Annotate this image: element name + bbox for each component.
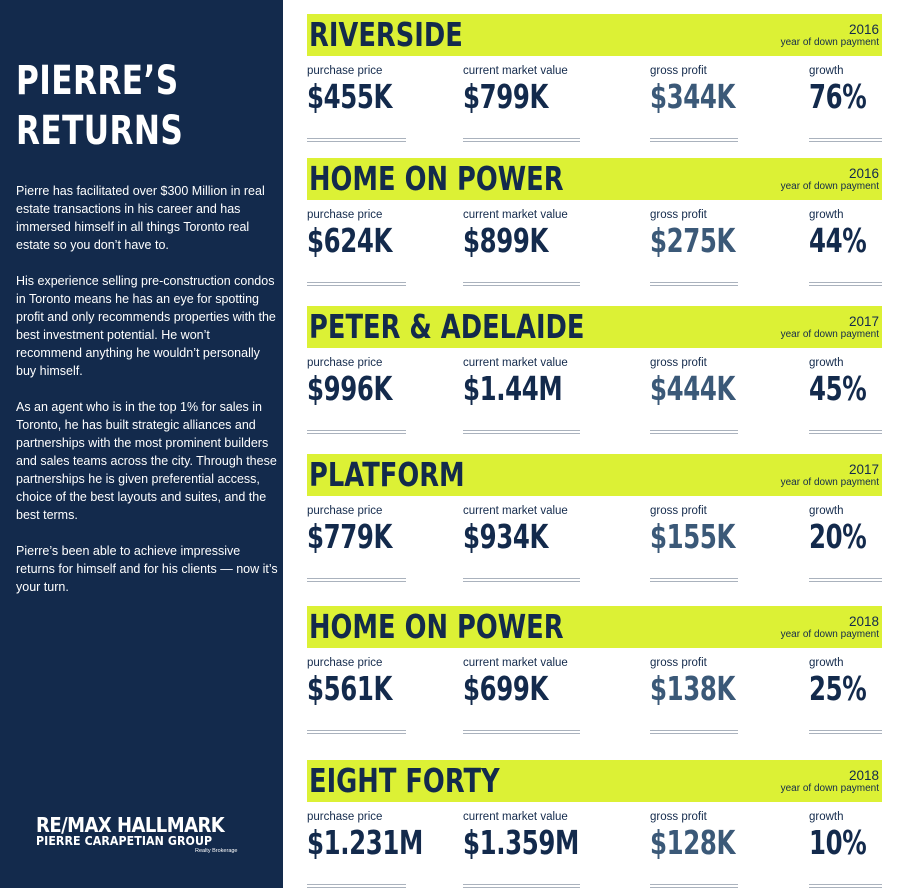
market-value: $799K — [463, 77, 549, 116]
intro-paragraph-4: Pierre’s been able to achieve impressive returns for himself and for his clients — now it’s your turn. — [16, 544, 278, 594]
profit-metric — [650, 356, 738, 408]
purchase-label: purchase price — [307, 657, 383, 669]
value-underline — [463, 884, 580, 888]
purchase-label: purchase price — [307, 357, 383, 369]
property-card — [307, 606, 882, 731]
profit-value: $344K — [650, 77, 736, 116]
purchase-label: purchase price — [307, 505, 383, 517]
purchase-value: $455K — [307, 77, 393, 116]
growth-metric — [809, 356, 882, 408]
growth-metric — [809, 504, 882, 556]
value-underline — [809, 730, 882, 734]
value-underline — [809, 282, 882, 286]
property-banner — [307, 606, 882, 648]
market-label: current market value — [463, 811, 568, 823]
property-name: PETER & ADELAIDE — [309, 307, 585, 346]
property-card — [307, 454, 882, 579]
purchase-metric — [307, 810, 423, 862]
profit-value: $275K — [650, 221, 736, 260]
purchase-metric — [307, 64, 406, 116]
property-name: HOME ON POWER — [309, 159, 564, 198]
growth-value: 45% — [809, 369, 867, 408]
growth-metric — [809, 810, 882, 862]
market-label: current market value — [463, 209, 568, 221]
value-underline — [307, 430, 406, 434]
profit-label: gross profit — [650, 357, 707, 369]
profit-metric — [650, 810, 738, 862]
year-caption: year of down payment — [780, 37, 879, 48]
page-title-line2: RETURNS — [16, 108, 184, 154]
year-caption: year of down payment — [780, 329, 879, 340]
purchase-metric — [307, 208, 406, 260]
purchase-label: purchase price — [307, 209, 383, 221]
value-underline — [650, 884, 738, 888]
property-year: 2018 — [848, 614, 879, 629]
growth-value: 25% — [809, 669, 867, 708]
growth-label: growth — [809, 357, 844, 369]
profit-label: gross profit — [650, 657, 707, 669]
value-underline — [307, 282, 406, 286]
year-caption: year of down payment — [780, 477, 879, 488]
profit-metric — [650, 504, 738, 556]
property-year: 2017 — [848, 462, 879, 477]
year-caption: year of down payment — [780, 629, 879, 640]
profit-metric — [650, 208, 738, 260]
property-year: 2016 — [848, 22, 879, 37]
growth-label: growth — [809, 65, 844, 77]
market-metric — [463, 810, 580, 862]
value-underline — [650, 138, 738, 142]
property-name: EIGHT FORTY — [309, 761, 500, 800]
page-title — [16, 56, 211, 156]
value-underline — [463, 138, 580, 142]
property-year: 2018 — [848, 768, 879, 783]
intro-paragraph-1: Pierre has facilitated over $300 Million in real estate transactions in his career and has immersed himself in all things Toronto real estate so you don’t have to. — [16, 184, 265, 252]
market-value: $1.359M — [463, 823, 579, 862]
profit-label: gross profit — [650, 505, 707, 517]
purchase-value: $561K — [307, 669, 393, 708]
growth-label: growth — [809, 209, 844, 221]
intro-paragraph-3: As an agent who is in the top 1% for sales in Toronto, he has built strategic alliances and partnerships with the most prominent builders and sales teams across the city. Through these partnerships he is given preferential access, choice of the best layouts and suites, and the best terms. — [16, 400, 277, 522]
value-underline — [463, 430, 580, 434]
property-year: 2017 — [848, 314, 879, 329]
growth-value: 44% — [809, 221, 867, 260]
purchase-label: purchase price — [307, 65, 383, 77]
year-caption: year of down payment — [780, 783, 879, 794]
purchase-value: $996K — [307, 369, 393, 408]
value-underline — [809, 138, 882, 142]
property-card — [307, 14, 882, 139]
property-banner — [307, 14, 882, 56]
growth-metric — [809, 64, 882, 116]
property-card — [307, 306, 882, 431]
property-name: RIVERSIDE — [309, 15, 463, 54]
property-card — [307, 158, 882, 283]
market-value: $899K — [463, 221, 549, 260]
value-underline — [307, 138, 406, 142]
purchase-value: $1.231M — [307, 823, 423, 862]
market-value: $934K — [463, 517, 549, 556]
growth-label: growth — [809, 505, 844, 517]
profit-label: gross profit — [650, 811, 707, 823]
value-underline — [463, 730, 580, 734]
profit-label: gross profit — [650, 65, 707, 77]
property-card — [307, 760, 882, 885]
logo-line-brokerage: Realty Brokerage — [195, 848, 238, 854]
market-label: current market value — [463, 357, 568, 369]
year-caption: year of down payment — [780, 181, 879, 192]
value-underline — [650, 730, 738, 734]
profit-metric — [650, 656, 738, 708]
market-metric — [463, 356, 580, 408]
value-underline — [650, 430, 738, 434]
profit-metric — [650, 64, 738, 116]
value-underline — [307, 884, 406, 888]
market-metric — [463, 504, 580, 556]
purchase-metric — [307, 356, 406, 408]
property-name: HOME ON POWER — [309, 607, 564, 646]
profit-value: $138K — [650, 669, 736, 708]
property-year: 2016 — [848, 166, 879, 181]
purchase-value: $624K — [307, 221, 393, 260]
logo-line-group: PIERRE CARAPETIAN GROUP — [36, 834, 213, 849]
market-value: $1.44M — [463, 369, 563, 408]
intro-text — [16, 182, 278, 614]
growth-label: growth — [809, 811, 844, 823]
growth-metric — [809, 208, 882, 260]
growth-value: 20% — [809, 517, 867, 556]
property-banner — [307, 454, 882, 496]
value-underline — [809, 578, 882, 582]
intro-paragraph-2: His experience selling pre-construction condos in Toronto means he has an eye for spotting profit and only recommends properties with the best investment potential. He won’t recommend anything he wouldn’t personally buy himself. — [16, 274, 276, 378]
purchase-metric — [307, 656, 406, 708]
profit-value: $128K — [650, 823, 736, 862]
purchase-metric — [307, 504, 406, 556]
value-underline — [650, 578, 738, 582]
market-label: current market value — [463, 65, 568, 77]
value-underline — [307, 578, 406, 582]
page-title-line1: PIERRE’S — [16, 58, 179, 104]
market-metric — [463, 656, 580, 708]
profit-value: $444K — [650, 369, 736, 408]
property-name: PLATFORM — [309, 455, 465, 494]
market-label: current market value — [463, 505, 568, 517]
value-underline — [307, 730, 406, 734]
value-underline — [650, 282, 738, 286]
property-banner — [307, 158, 882, 200]
profit-value: $155K — [650, 517, 736, 556]
purchase-label: purchase price — [307, 811, 383, 823]
market-metric — [463, 208, 580, 260]
growth-label: growth — [809, 657, 844, 669]
growth-metric — [809, 656, 882, 708]
purchase-value: $779K — [307, 517, 393, 556]
market-label: current market value — [463, 657, 568, 669]
value-underline — [463, 578, 580, 582]
growth-value: 10% — [809, 823, 867, 862]
value-underline — [809, 430, 882, 434]
property-banner — [307, 760, 882, 802]
profit-label: gross profit — [650, 209, 707, 221]
growth-value: 76% — [809, 77, 867, 116]
property-banner — [307, 306, 882, 348]
remax-logo — [36, 815, 266, 865]
logo-line-brand: RE/MAX HALLMARK — [36, 813, 225, 837]
market-metric — [463, 64, 580, 116]
sidebar — [0, 0, 283, 888]
market-value: $699K — [463, 669, 549, 708]
value-underline — [463, 282, 580, 286]
value-underline — [809, 884, 882, 888]
